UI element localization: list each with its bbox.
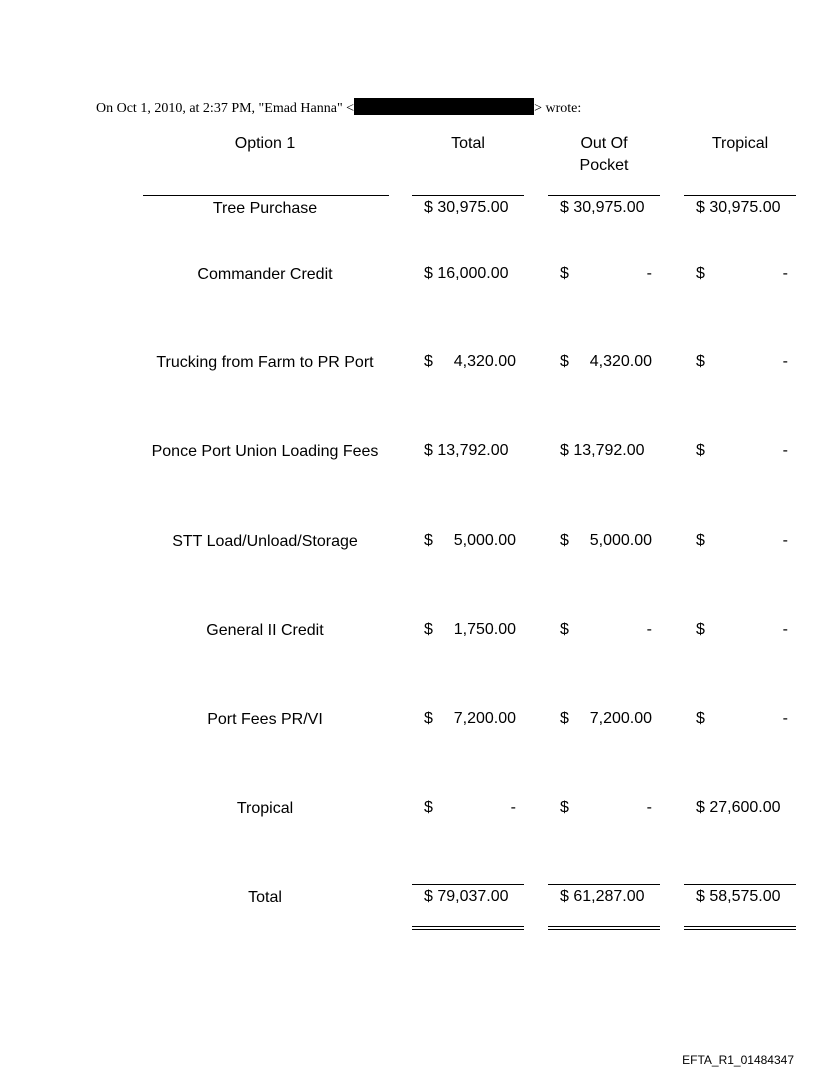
cell-out	[548, 263, 660, 285]
amount: 7,200.00	[453, 710, 516, 727]
amount: $ 13,792.00	[424, 442, 509, 459]
amount: 1,750.00	[453, 621, 516, 638]
column-header-option: Option 1	[234, 135, 296, 152]
cell-total	[412, 797, 524, 819]
amount: $ 30,975.00	[696, 199, 781, 216]
cell-out	[548, 440, 660, 462]
total-rule-tropical	[684, 884, 796, 885]
amount: 7,200.00	[589, 710, 652, 727]
currency-symbol: $	[696, 532, 705, 549]
amount: $ 13,792.00	[560, 442, 645, 459]
amount: $ 58,575.00	[696, 888, 781, 905]
cell-total	[412, 708, 524, 730]
amount: 5,000.00	[453, 532, 516, 549]
cell-total	[412, 197, 524, 219]
currency-symbol: $	[424, 710, 433, 727]
amount: -	[782, 353, 788, 370]
redacted-email-address	[354, 98, 534, 115]
currency-symbol: $	[424, 353, 433, 370]
amount: $ 30,975.00	[424, 199, 509, 216]
amount: -	[782, 710, 788, 727]
row-label: Tree Purchase	[212, 200, 318, 217]
cell-total	[412, 440, 524, 462]
currency-symbol: $	[696, 442, 705, 459]
row-label: Ponce Port Union Loading Fees	[151, 443, 379, 460]
amount: $ 27,600.00	[696, 799, 781, 816]
double-underline-out-of-pocket	[548, 926, 660, 930]
amount: $ 61,287.00	[560, 888, 645, 905]
cell-out	[548, 197, 660, 219]
cell-out	[548, 530, 660, 552]
header-rule-out-of-pocket	[548, 195, 660, 196]
cell-out	[548, 797, 660, 819]
cell-out	[548, 886, 660, 908]
column-header-out-of-pocket: Out Of Pocket	[579, 135, 629, 174]
email-header	[96, 98, 581, 117]
double-underline-tropical	[684, 926, 796, 930]
cell-out	[548, 619, 660, 641]
cell-tropical	[684, 708, 796, 730]
email-header-prefix: On Oct 1, 2010, at 2:37 PM, "Emad Hanna" <	[96, 101, 355, 116]
row-label: General II Credit	[206, 622, 324, 639]
header-rule-tropical	[684, 195, 796, 196]
row-label: Tropical	[236, 800, 294, 817]
double-underline-total	[412, 926, 524, 930]
column-header-total: Total	[451, 135, 485, 152]
row-label: Trucking from Farm to PR Port	[156, 354, 374, 371]
amount: 4,320.00	[589, 353, 652, 370]
cell-total	[412, 886, 524, 908]
total-rule-total	[412, 884, 524, 885]
row-label: Commander Credit	[197, 266, 333, 283]
cell-tropical	[684, 351, 796, 373]
amount: -	[646, 265, 652, 282]
amount: -	[646, 621, 652, 638]
currency-symbol: $	[560, 265, 569, 282]
cell-total	[412, 530, 524, 552]
currency-symbol: $	[424, 532, 433, 549]
currency-symbol: $	[560, 353, 569, 370]
amount: 4,320.00	[453, 353, 516, 370]
cell-out	[548, 351, 660, 373]
cell-total	[412, 263, 524, 285]
amount: -	[646, 799, 652, 816]
currency-symbol: $	[696, 710, 705, 727]
row-label: STT Load/Unload/Storage	[172, 533, 358, 550]
amount: -	[782, 265, 788, 282]
currency-symbol: $	[696, 353, 705, 370]
amount: $ 30,975.00	[560, 199, 645, 216]
amount: -	[782, 621, 788, 638]
column-header-tropical: Tropical	[711, 135, 769, 152]
row-label: Total	[248, 889, 282, 906]
total-rule-out-of-pocket	[548, 884, 660, 885]
amount: $ 79,037.00	[424, 888, 509, 905]
cell-tropical	[684, 530, 796, 552]
currency-symbol: $	[424, 799, 433, 816]
amount: -	[510, 799, 516, 816]
header-rule-total	[412, 195, 524, 196]
cell-tropical	[684, 440, 796, 462]
cell-tropical	[684, 197, 796, 219]
amount: $ 16,000.00	[424, 265, 509, 282]
currency-symbol: $	[560, 532, 569, 549]
cell-out	[548, 708, 660, 730]
currency-symbol: $	[560, 799, 569, 816]
amount: -	[782, 532, 788, 549]
email-header-suffix: > wrote:	[534, 101, 582, 116]
cell-tropical	[684, 619, 796, 641]
cell-total	[412, 619, 524, 641]
amount: 5,000.00	[589, 532, 652, 549]
cell-tropical	[684, 797, 796, 819]
cell-tropical	[684, 263, 796, 285]
currency-symbol: $	[560, 621, 569, 638]
amount: -	[782, 442, 788, 459]
row-label: Port Fees PR/VI	[207, 711, 323, 728]
currency-symbol: $	[696, 621, 705, 638]
cell-total	[412, 351, 524, 373]
cell-tropical	[684, 886, 796, 908]
document-id: EFTA_R1_01484347	[682, 1053, 794, 1067]
currency-symbol: $	[424, 621, 433, 638]
currency-symbol: $	[696, 265, 705, 282]
header-rule-option	[143, 195, 389, 196]
currency-symbol: $	[560, 710, 569, 727]
